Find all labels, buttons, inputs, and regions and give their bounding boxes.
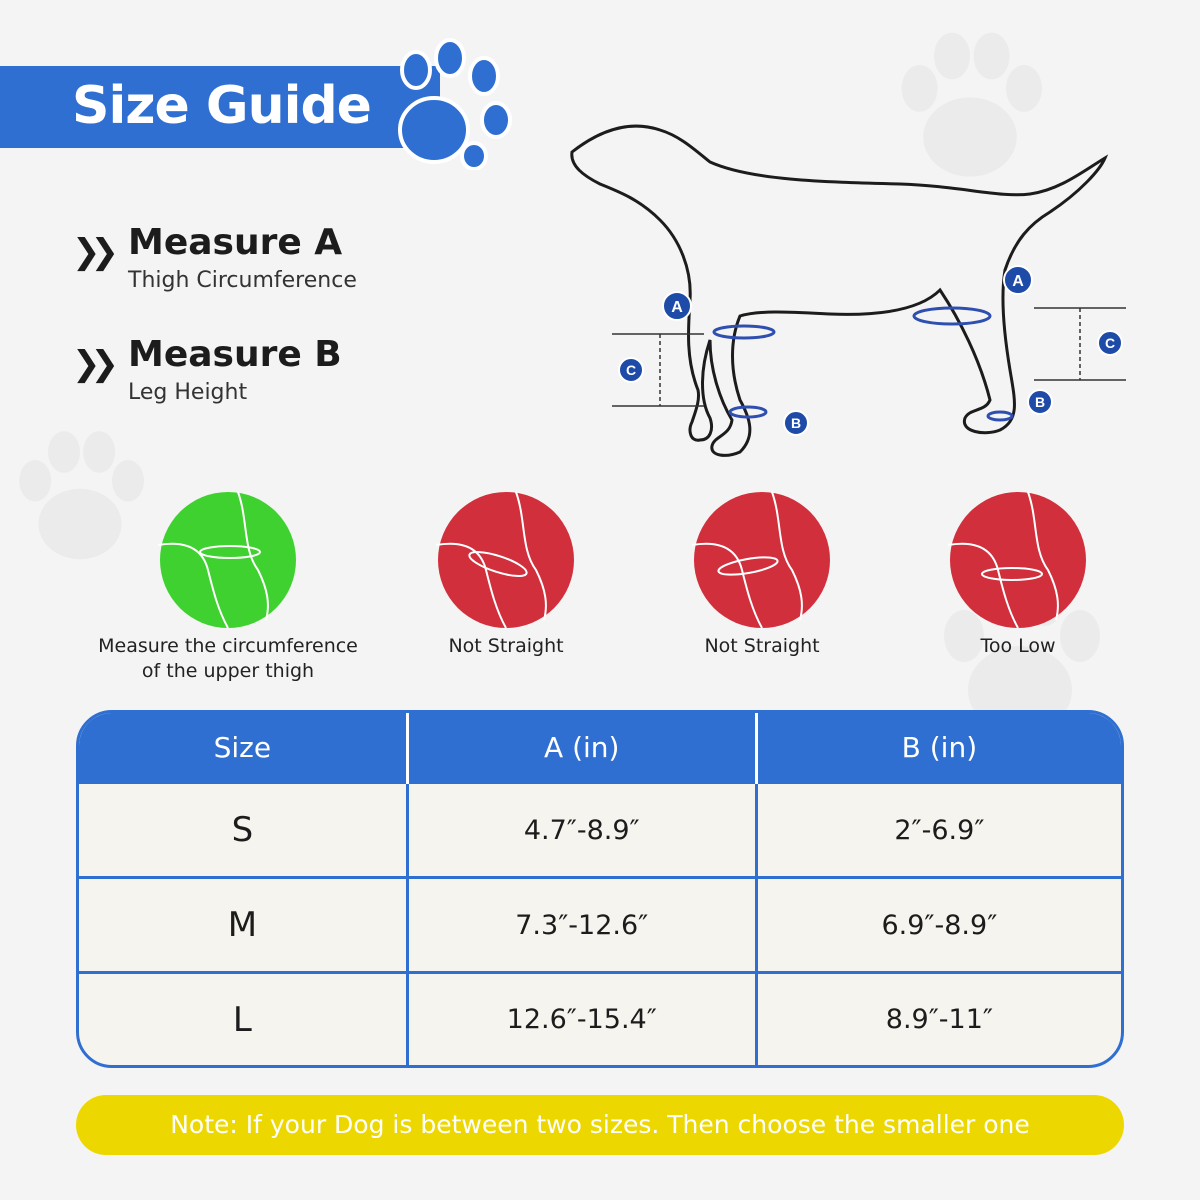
label-b-front: B — [790, 415, 802, 431]
label-b-rear: B — [1034, 394, 1046, 410]
incorrect-measure-illustration — [436, 490, 576, 630]
example-too-low — [888, 490, 1148, 659]
label-a-front: A — [671, 299, 683, 316]
example-caption: Too Low — [980, 635, 1056, 657]
column-header-size: Size — [79, 713, 407, 783]
rear-paw-ring — [988, 412, 1012, 420]
size-cell: M — [79, 878, 407, 973]
measure-a-subtitle: Thigh Circumference — [128, 268, 357, 293]
front-thigh-ring — [714, 326, 774, 338]
double-chevron-right-icon: ❯❯ — [72, 344, 109, 384]
measure-a-cell: 12.6″-15.4″ — [407, 973, 756, 1065]
double-chevron-right-icon: ❯❯ — [72, 232, 109, 272]
measure-a-cell: 7.3″-12.6″ — [407, 878, 756, 973]
page-title: Size Guide — [72, 76, 371, 136]
column-header-b: B (in) — [756, 713, 1121, 783]
example-caption: Not Straight — [448, 635, 564, 657]
column-header-a: A (in) — [407, 713, 756, 783]
table-row — [79, 878, 1121, 973]
label-c-rear: C — [1104, 335, 1116, 351]
dog-measurement-diagram — [560, 100, 1140, 480]
size-table — [76, 710, 1124, 1068]
table-header-row — [79, 713, 1121, 783]
measure-b-cell: 6.9″-8.9″ — [756, 878, 1121, 973]
incorrect-measure-illustration — [948, 490, 1088, 630]
size-cell: S — [79, 783, 407, 878]
incorrect-measure-illustration — [692, 490, 832, 630]
correct-measure-illustration — [158, 490, 298, 630]
table-row — [79, 973, 1121, 1065]
table-row — [79, 783, 1121, 878]
size-cell: L — [79, 973, 407, 1065]
example-not-straight-1 — [376, 490, 636, 659]
measure-a-title: Measure A — [128, 222, 343, 263]
measure-b-title: Measure B — [128, 334, 342, 375]
label-c-front: C — [625, 362, 637, 378]
example-not-straight-2 — [632, 490, 892, 659]
example-caption: Not Straight — [704, 635, 820, 657]
measure-a-cell: 4.7″-8.9″ — [407, 783, 756, 878]
label-a-rear: A — [1012, 273, 1024, 290]
measure-b-cell: 2″-6.9″ — [756, 783, 1121, 878]
measure-b-subtitle: Leg Height — [128, 380, 248, 405]
example-caption: Measure the circumference of the upper thigh — [98, 635, 358, 682]
example-correct — [98, 490, 358, 684]
note-banner: Note: If your Dog is between two sizes. Then choose the smaller one — [76, 1095, 1124, 1155]
front-paw-ring — [730, 407, 766, 417]
paw-icon — [392, 34, 516, 170]
measure-b-cell: 8.9″-11″ — [756, 973, 1121, 1065]
